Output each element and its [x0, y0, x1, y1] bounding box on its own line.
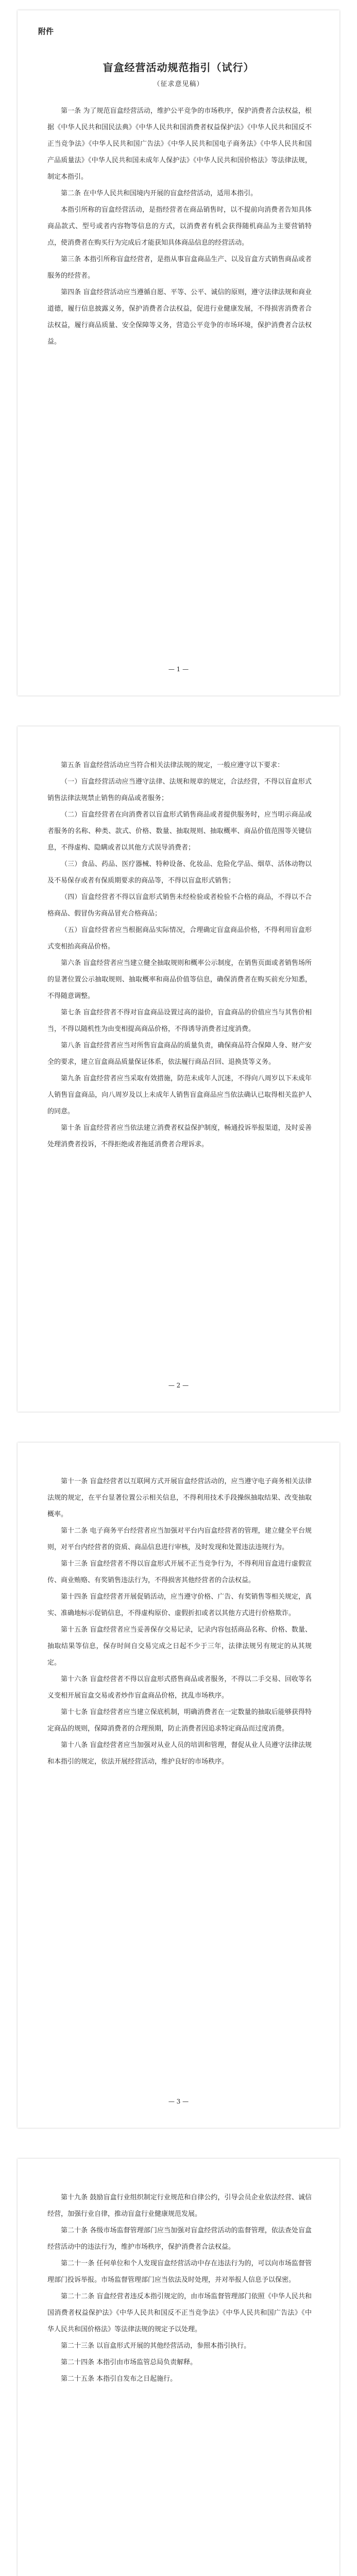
paragraph: 第二十四条 本指引由市场监管总局负责解释。	[61, 2359, 197, 2366]
document-subtitle: （征求意见稿）	[153, 80, 204, 88]
page-body	[47, 1473, 312, 1770]
document-page-1	[18, 10, 339, 696]
paragraph: 第三条 本指引所称盲盒经营者，是指从事盲盒商品生产、以及盲盒方式销售商品或者服务的经营者。	[47, 256, 312, 280]
paragraph: 第二十条 各级市场监督管理部门应当加强对盲盒经营活动的监督管理，依法查处盲盒经营活动中的违法行为，维护市场秩序，保护消费者合法权益。	[47, 2227, 312, 2251]
paragraph: 第十九条 鼓励盲盒行业组织制定行业规范和自律公约，引导会员企业依法经营、诚信经营，加强行业自律，推动盲盒行业健康规范发展。	[47, 2194, 312, 2218]
document-page-3	[18, 1443, 339, 2128]
page-number: — 2 —	[168, 1382, 189, 1389]
paragraph: 第十四条 盲盒经营者开展促销活动，应当遵守价格、广告、有奖销售等相关规定，真实、准确地标示促销信息，不得虚构原价、虚假折扣或者以其他方式进行价格欺诈。	[47, 1593, 312, 1617]
paragraph: 第五条 盲盒经营活动应当符合相关法律法规的规定，一般应遵守以下要求：	[61, 761, 284, 769]
paragraph: 第六条 盲盒经营者应当建立健全抽取规则和概率公示制度，在销售页面或者销售场所的显著位置公示抽取规则、抽取概率和商品价值等信息，确保消费者在购买前充分知悉，不得随意调整。	[47, 959, 312, 1000]
paragraph: （一）盲盒经营活动应当遵守法律、法规和规章的规定，合法经营，不得以盲盒形式销售法律法规禁止销售的商品或者服务；	[47, 778, 312, 802]
page-body	[47, 757, 312, 1153]
paragraph: 第七条 盲盒经营者不得对盲盒商品设置过高的溢价，盲盒商品的价值应当与其售价相当，不得以随机性为由变相提高商品价格，不得诱导消费者过度消费。	[47, 1009, 312, 1033]
paragraph: （二）盲盒经营者在向消费者以盲盒形式销售商品或者提供服务时，应当明示商品或者服务的名称、种类、款式、价格、数量、抽取规则、抽取概率、商品价值范围等关键信息，不得虚构、隐瞒或者以其他方式误导消费者；	[47, 811, 312, 852]
paragraph: 本指引所称的盲盒经营活动，是指经营者在商品销售时，以不提前向消费者告知具体商品款式、型号或者内容物等信息的方式，以消费者有机会获得随机商品为主要营销特点，使消费者在购买行为完成后才能获知具体商品信息的经营活动。	[47, 206, 312, 247]
paragraph: 第二十一条 任何单位和个人发现盲盒经营活动中存在违法行为的，可以向市场监督管理部门投诉举报。市场监督管理部门应当依法及时处理，并对举报人信息予以保密。	[47, 2260, 312, 2284]
paragraph: 第二十三条 以盲盒形式开展的其他经营活动，参照本指引执行。	[61, 2342, 251, 2350]
paragraph: 第十五条 盲盒经营者应当妥善保存交易记录，记录内容包括商品名称、价格、数量、抽取结果等信息，保存时间自交易完成之日起不少于三年，法律法规另有规定的从其规定。	[47, 1626, 312, 1667]
document-page-2	[18, 726, 339, 1412]
paragraph: 第九条 盲盒经营者应当采取有效措施，防范未成年人沉迷，不得向八周岁以下未成年人销售盲盒商品，向八周岁及以上未成年人销售盲盒商品应当依法确认已取得相关监护人的同意。	[47, 1075, 312, 1115]
paragraph: （四）盲盒经营者不得以盲盒形式销售未经检验或者检验不合格的商品，不得以不合格商品、假冒伪劣商品冒充合格商品；	[47, 893, 312, 918]
page-number: — 1 —	[168, 666, 189, 673]
paragraph: （五）盲盒经营者应当根据商品实际情况，合理确定盲盒商品价格，不得利用盲盒形式变相抬高商品价格。	[47, 926, 312, 951]
paragraph: 第二条 在中华人民共和国境内开展的盲盒经营活动，适用本指引。	[61, 190, 258, 197]
paragraph: 第十六条 盲盒经营者不得以盲盒形式搭售商品或者服务，不得以二手交易、回收等名义变相开展盲盒交易或者炒作盲盒商品价格，扰乱市场秩序。	[47, 1675, 312, 1700]
paragraph: 第二十五条 本指引自发布之日起施行。	[61, 2375, 177, 2383]
attachment-label: 附件	[38, 27, 54, 36]
paragraph: 第一条 为了规范盲盒经营活动，维护公平竞争的市场秩序，保护消费者合法权益，根据《中华人民共和国民法典》《中华人民共和国消费者权益保护法》《中华人民共和国反不正当竞争法》《中华人民共和国广告法》《中华人民共和国电子商务法》《中华人民共和国产品质量法》《中华人民共和国未成年人保护法》《中华人民共和国价格法》等法律法规，制定本指引。	[47, 107, 312, 181]
paragraph: （三）食品、药品、医疗器械、特种设备、化妆品、危险化学品、烟草、活体动物以及不易保存或者有保质期要求的商品等，不得以盲盒形式销售；	[47, 860, 312, 885]
paragraph: 第十一条 盲盒经营者以互联网方式开展盲盒经营活动的，应当遵守电子商务相关法律法规的规定，在平台显著位置公示相关信息，不得利用技术手段操纵抽取结果、改变抽取概率。	[47, 1478, 312, 1518]
document-page-4	[18, 2159, 339, 2576]
page-body	[47, 2190, 312, 2387]
paragraph: 第四条 盲盒经营活动应当遵循自愿、平等、公平、诚信的原则，遵守法律法规和商业道德，履行信息披露义务，保护消费者合法权益，促进行业健康发展，不得损害消费者合法权益，履行商品质量、安全保障等义务，营造公平竞争的市场环境，保护消费者合法权益。	[47, 289, 312, 346]
paragraph: 第八条 盲盒经营者应当对所售盲盒商品的质量负责，确保商品符合保障人身、财产安全的要求，建立盲盒商品质量保证体系，依法履行商品召回、退换货等义务。	[47, 1042, 312, 1066]
document-title: 盲盒经营活动规范指引（试行）	[103, 61, 254, 74]
page-body	[47, 103, 312, 350]
paragraph: 第十七条 盲盒经营者应当建立保底机制，明确消费者在一定数量的抽取后能够获得特定商品的规则，保障消费者的合理预期，防止消费者因追求特定商品而过度消费。	[47, 1708, 312, 1733]
paragraph: 第十三条 盲盒经营者不得以盲盒形式开展不正当竞争行为，不得利用盲盒进行虚假宣传、商业贿赂、有奖销售违法行为，不得损害其他经营者的合法权益。	[47, 1560, 312, 1584]
paragraph: 第十八条 盲盒经营者应当加强对从业人员的培训和管理，督促从业人员遵守法律法规和本指引的规定，依法开展经营活动，维护良好的市场秩序。	[47, 1741, 312, 1766]
page-number: — 3 —	[168, 2098, 189, 2105]
paragraph: 第十条 盲盒经营者应当依法建立消费者权益保护制度，畅通投诉举报渠道，及时妥善处理消费者投诉，不得拒绝或者拖延消费者合理诉求。	[47, 1124, 312, 1148]
paragraph: 第十二条 电子商务平台经营者应当加强对平台内盲盒经营者的管理，建立健全平台规则，对平台内经营者的资质、商品信息进行审核，及时发现和处置违法违规行为。	[47, 1527, 312, 1551]
paragraph: 第二十二条 盲盒经营者违反本指引规定的，由市场监督管理部门依照《中华人民共和国消费者权益保护法》《中华人民共和国反不正当竞争法》《中华人民共和国广告法》《中华人民共和国价格法》等法律法规的规定予以处理。	[47, 2293, 312, 2333]
